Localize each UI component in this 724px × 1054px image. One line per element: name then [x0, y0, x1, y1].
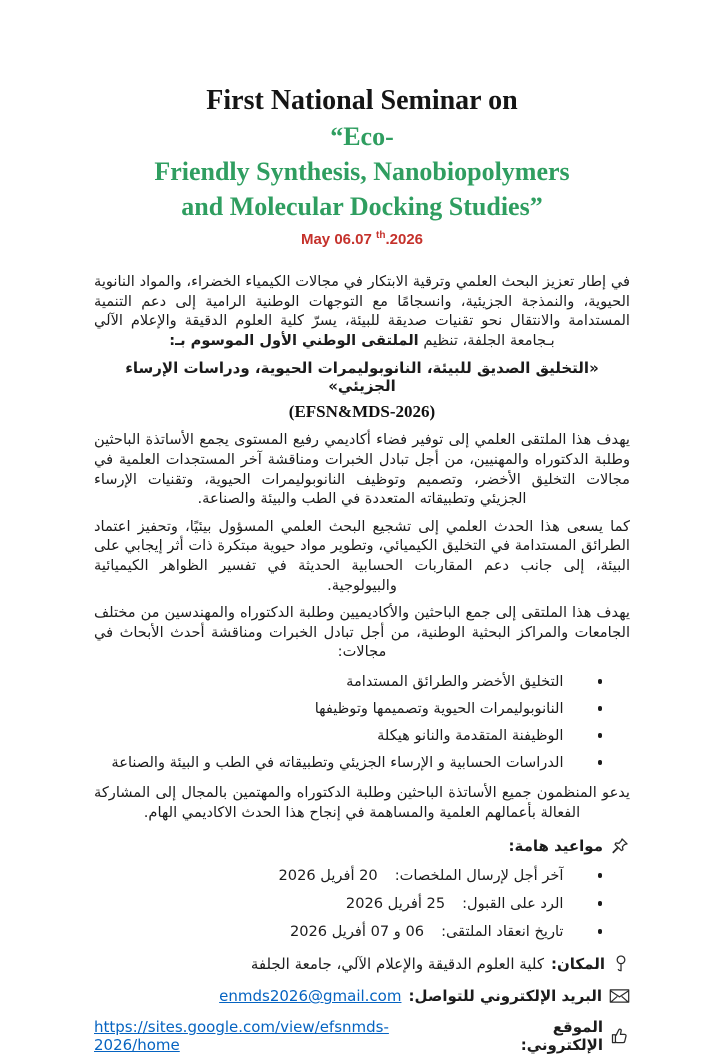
date-item-event-date — [94, 923, 630, 940]
topic-item — [94, 754, 630, 771]
intro-paragraph — [94, 272, 630, 350]
important-dates-heading-row — [94, 836, 630, 856]
bullet-icon — [598, 760, 603, 765]
topic-label: التخليق الأخضر والطرائق المستدامة — [346, 672, 564, 690]
email-row — [94, 987, 630, 1005]
topic-label: الوظيفنة المتقدمة والنانو هيكلة — [377, 726, 564, 744]
date-item-abstract-deadline — [94, 867, 630, 884]
bullet-icon — [598, 901, 603, 906]
closing-paragraph: يدعو المنظمون جميع الأساتذة الباحثين وطلبة الدكتوراه والمهتمين بالمجال إلى المشاركة الفعالة بأعمالهم العلمية والمساهمة في إنجاح هذا الحدث الاكاديمي الهام. — [94, 783, 630, 821]
location-value: كلية العلوم الدقيقة والإعلام الآلي، جامعة الجلفة — [250, 955, 544, 974]
thumbs-up-icon — [610, 1026, 630, 1046]
seminar-date-prefix: May 06.07 — [300, 231, 377, 248]
bullet-icon — [598, 733, 603, 738]
website-row — [94, 1018, 630, 1054]
map-pin-icon — [612, 954, 630, 974]
seminar-date-ordinal: th — [376, 230, 386, 241]
topics-list — [94, 673, 630, 771]
seminar-theme-line-2: Friendly Synthesis, Nanobiopolymers — [154, 157, 570, 186]
email-link[interactable]: enmds2026@gmail.com — [219, 987, 402, 1006]
email-label: البريد الإلكتروني للتواصل: — [408, 987, 602, 1006]
bullet-icon — [598, 706, 603, 711]
date-label: آخر أجل لإرسال الملخصات: — [394, 867, 564, 885]
topic-item — [94, 727, 630, 744]
objective-paragraph: يهدف هذا الملتقى العلمي إلى توفير فضاء أكاديمي رفيع المستوى يجمع الأساتذة الباحثين وطلبة الدكتوراه والمهنيين، من أجل تبادل الخبرات ومناقشة آخر المستجدات العلمية في مجالات التخليق الأخضر، وتصميم وتوظيف النانوبوليمرات الحيوية، وتقنيات الإرساء الجزيئي وتطبيقاته المتعددة في الطب والبيئة والصناعة. — [94, 431, 630, 508]
topic-label: النانوبوليمرات الحيوية وتصميمها وتوظيفها — [314, 699, 564, 717]
intro-bold-title: الملتقى الوطني الأول الموسوم بـ: — [169, 331, 419, 349]
date-label: الرد على القبول: — [462, 895, 564, 913]
website-label: الموقع الإلكتروني: — [520, 1018, 603, 1054]
seminar-title-arabic: «التخليق الصديق للبيئة، النانوبوليمرات الحيوية، ودراسات الإرساء الجزيئي» — [125, 359, 599, 396]
page-title: First National Seminar on — [206, 85, 518, 116]
audience-paragraph: يهدف هذا الملتقى إلى جمع الباحثين والأكاديميين وطلبة الدكتوراه والمهندسين من مختلف الجامعات والمراكز البحثية الوطنية، من أجل تبادل الخبرات ومناقشة أحدث الأبحاث في مجالات: — [94, 604, 630, 661]
date-label: تاريخ انعقاد الملتقى: — [441, 923, 564, 941]
seminar-date — [94, 230, 630, 248]
date-value: 20 أفريل 2026 — [278, 867, 378, 885]
topic-item — [94, 673, 630, 690]
location-label: المكان: — [551, 955, 605, 974]
seminar-acronym: (EFSN&MDS-2026) — [288, 402, 436, 422]
mission-paragraph: كما يسعى هذا الحدث العلمي إلى تشجيع البحث العلمي المسؤول بيئيًا، وتحفيز اعتماد الطرائق المستدامة في التخليق الكيميائي، وتطوير مواد حيوية مبتكرة ذات أثر إيجابي على البيئة، إلى جانب دعم المقاربات الحسابية الحديثة في تفسير الظواهر الكيميائية والبيولوجية. — [94, 517, 630, 594]
bullet-icon — [598, 873, 603, 878]
bullet-icon — [598, 929, 603, 934]
important-dates-heading: مواعيد هامة: — [508, 837, 603, 856]
date-value: 25 أفريل 2026 — [345, 895, 446, 913]
website-link[interactable]: https://sites.google.com/view/efsnmds-2026/home — [94, 1018, 389, 1054]
date-item-acceptance-reply — [94, 895, 630, 912]
topic-label: الدراسات الحسابية و الإرساء الجزيئي وتطبيقاته في الطب و البيئة والصناعة — [111, 753, 564, 771]
seminar-date-suffix: .2026 — [385, 231, 424, 248]
envelope-icon — [609, 987, 630, 1005]
intro-text: في إطار تعزيز البحث العلمي وترقية الابتكار في مجالات الكيمياء الخضراء، والمواد النانوية الحيوية، والنمذجة الجزيئية، وانسجامًا مع التوجهات الوطنية الرامية إلى دعم التنمية المستدامة والانتقال نحو تقنيات صديقة للبيئة، يسرّ كلية العلوم الدقيقة والإعلام الآلي بـجامعة الجلفة، تنظيم — [94, 273, 630, 349]
seminar-theme-line-1: “Eco- — [330, 122, 394, 151]
pushpin-icon — [610, 836, 630, 856]
location-row — [94, 954, 630, 974]
date-value: 06 و 07 أفريل 2026 — [289, 923, 425, 941]
bullet-icon — [598, 679, 603, 684]
topic-item — [94, 700, 630, 717]
seminar-theme-line-3: and Molecular Docking Studies” — [181, 192, 543, 221]
